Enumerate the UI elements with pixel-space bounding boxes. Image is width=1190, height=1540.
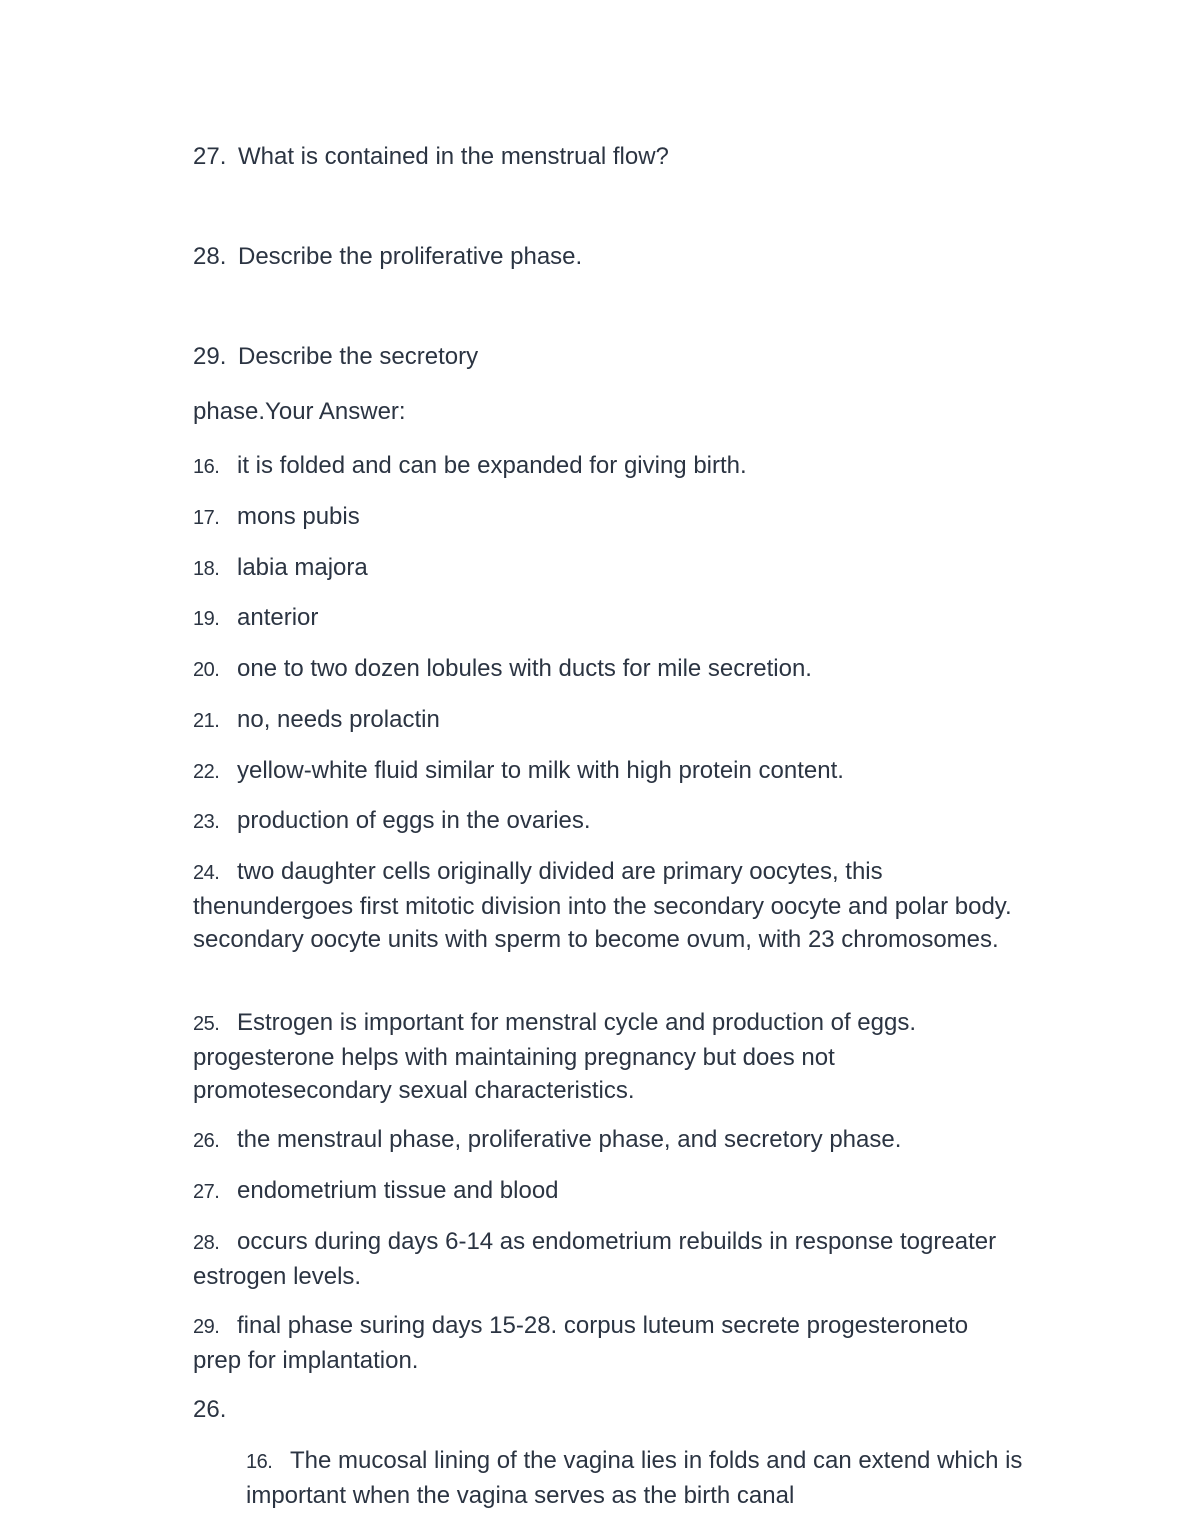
answer-26: [193, 1123, 1033, 1158]
question-29: [193, 340, 1033, 373]
answer-text: The mucosal lining of the vagina lies in folds and can extend which is important when the vagina serves as the birth canal: [246, 1447, 1023, 1509]
answer-number: 19.: [193, 608, 220, 630]
answer-17: [193, 500, 1033, 535]
answer-16: [193, 449, 1033, 484]
answer-number: 27.: [193, 1181, 220, 1203]
answer-text: final phase suring days 15-28. corpus luteum secrete progesteroneto prep for implantation.: [193, 1312, 969, 1374]
answer-29: [193, 1309, 1013, 1377]
answer-text: production of eggs in the ovaries.: [237, 807, 591, 834]
answer-number: 17.: [193, 507, 220, 529]
answer-number: 16.: [246, 1451, 273, 1473]
answer-text: labia majora: [237, 554, 368, 581]
answer-text: the menstraul phase, proliferative phase, and secretory phase.: [237, 1126, 902, 1153]
question-text: Describe the proliferative phase.: [238, 243, 583, 270]
question-number: 27.: [193, 143, 227, 170]
answer-number: 20.: [193, 659, 220, 681]
answer-25: [193, 1006, 1013, 1107]
answer-text: two daughter cells originally divided are primary oocytes, this thenundergoes first mitotic division into the secondary oocyte and polar body. secondary oocyte units with sperm to become ovum, with 23 chromosomes.: [193, 858, 1012, 953]
answer-number: 16.: [193, 456, 220, 478]
answer-text: anterior: [237, 604, 319, 631]
question-number: 29.: [193, 343, 227, 370]
answer-21: [193, 703, 1033, 738]
answer-number: 28.: [193, 1232, 220, 1254]
answer-text: one to two dozen lobules with ducts for mile secretion.: [237, 655, 812, 682]
question-text: What is contained in the menstrual flow?: [238, 143, 669, 170]
answer-text: occurs during days 6-14 as endometrium rebuilds in response togreater estrogen levels.: [193, 1228, 997, 1290]
question-number: 28.: [193, 243, 227, 270]
answer-text: it is folded and can be expanded for giving birth.: [237, 452, 747, 479]
answer-20: [193, 652, 1033, 687]
answer-text: endometrium tissue and blood: [237, 1177, 559, 1204]
answer-28: [193, 1225, 1013, 1293]
answer-number: 29.: [193, 1316, 220, 1338]
answer-19: [193, 601, 1033, 636]
answer-text: no, needs prolactin: [237, 706, 440, 733]
answer-number: 18.: [193, 558, 220, 580]
answer-text: yellow-white fluid similar to milk with high protein content.: [237, 757, 844, 784]
answer-27: [193, 1174, 1033, 1209]
answer-number: 26.: [193, 1130, 220, 1152]
answer-number: 25.: [193, 1013, 220, 1035]
answer-number: 22.: [193, 761, 220, 783]
question-28: [193, 240, 1033, 273]
question-27: [193, 140, 1033, 173]
section-marker: 26.: [193, 1396, 227, 1423]
answer-text: mons pubis: [237, 503, 360, 530]
answer-23: [193, 804, 1033, 839]
answer-24: [193, 855, 1013, 956]
answer-22: [193, 754, 1033, 789]
answer-heading: phase.Your Answer:: [193, 398, 406, 425]
answer-number: 24.: [193, 862, 220, 884]
answer-number: 21.: [193, 710, 220, 732]
answer-number: 23.: [193, 811, 220, 833]
question-text: Describe the secretory: [238, 343, 479, 370]
sub-answer-16: [246, 1444, 1046, 1512]
answer-18: [193, 551, 1033, 586]
answer-text: Estrogen is important for menstral cycle and production of eggs. progesterone helps with maintaining pregnancy but does not promotesecondary sexual characteristics.: [193, 1009, 917, 1104]
